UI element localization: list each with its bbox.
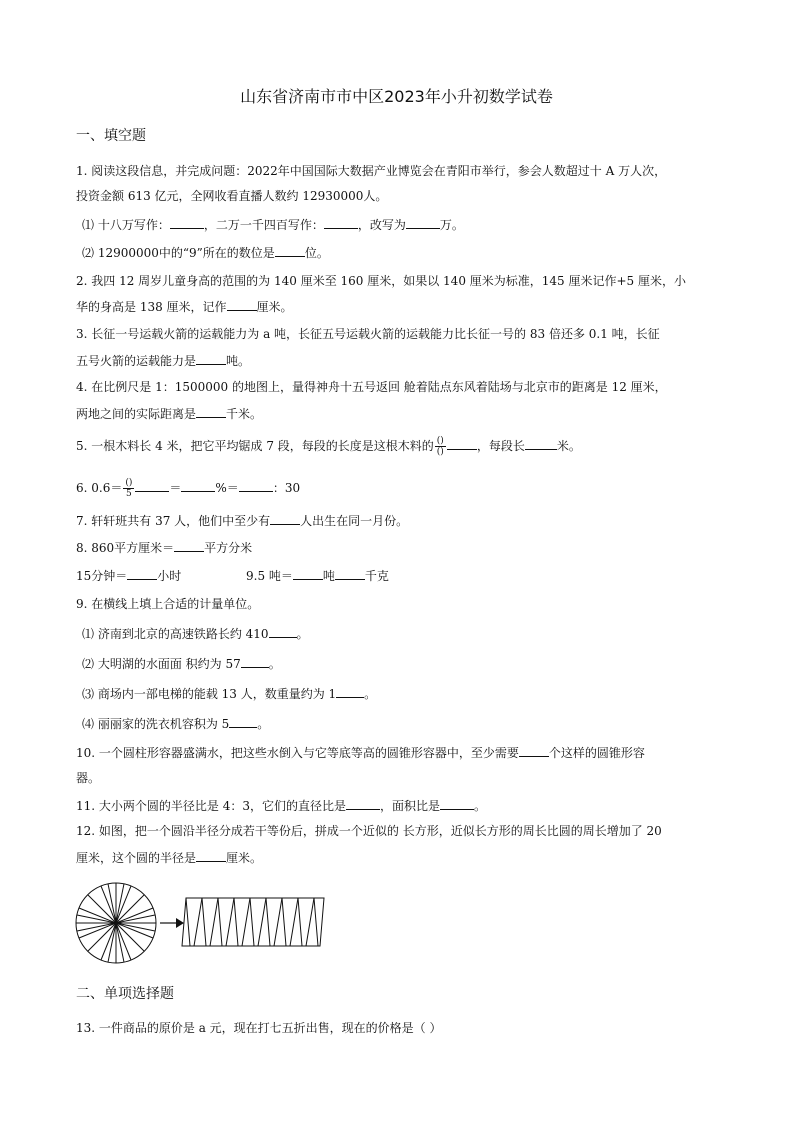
q8-line2b: 9.5 吨＝ 吨 千克 [246, 569, 389, 583]
q10-line2: 器。 [76, 771, 101, 785]
answer-blank[interactable] [135, 479, 169, 492]
section-heading-single-choice: 二、单项选择题 [76, 986, 174, 1002]
q3-line1: 3. 长征一号运载火箭的运载能力为 a 吨，长征五号运载火箭的运载能力比长征一号的 83 倍还多 0.1 吨，长征 [76, 327, 660, 341]
page-title: 山东省济南市市中区2023年小升初数学试卷 [240, 87, 553, 106]
answer-blank[interactable] [525, 437, 557, 450]
answer-blank[interactable] [181, 479, 215, 492]
answer-blank[interactable] [519, 744, 549, 757]
q13-line: 13. 一件商品的原价是 a 元，现在打七五折出售，现在的价格是（ ） [76, 1021, 442, 1035]
q5-line: 5. 一根木料长 4 米，把它平均锯成 7 段，每段的长度是这根木料的 $\frac{()}{()}$ ，每段长 米。 [76, 436, 581, 457]
q1-sub1: ⑴ 十八万写作： ，二万一千四百写作： ，改写为 万。 [82, 218, 464, 232]
circle-to-rectangle-figure [70, 878, 340, 968]
answer-blank[interactable] [293, 567, 323, 580]
approximate-rectangle [182, 898, 324, 946]
section-heading-fill-blank: 一、填空题 [76, 128, 146, 144]
answer-blank[interactable] [241, 655, 269, 668]
q2-line2: 华的身高是 138 厘米，记作 厘米。 [76, 300, 293, 314]
q1-line1: 1. 阅读这段信息，并完成问题：2022年中国国际大数据产业博览会在青阳市举行，参会人数超过十 A 万人次， [76, 164, 667, 178]
arrow-icon [160, 918, 184, 928]
q12-line1: 12. 如图，把一个圆沿半径分成若干等份后，拼成一个近似的 长方形，近似长方形的周长比圆的周长增加了 20 [76, 824, 662, 838]
fraction: $\frac{()}{()}$ [436, 436, 444, 457]
q11-line: 11. 大小两个圆的半径比是 4：3，它们的直径比是 ，面积比是 。 [76, 799, 487, 813]
answer-blank[interactable] [196, 849, 226, 862]
q2-line1: 2. 我四 12 周岁儿童身高的范围的为 140 厘米至 160 厘米，如果以 140 厘米为标准，145 厘米记作+5 厘米，小 [76, 274, 686, 288]
q6-line: 6. 0.6＝ $\frac{()}{5}$ ＝ %＝ ：30 [76, 478, 301, 499]
answer-blank[interactable] [336, 685, 364, 698]
answer-blank[interactable] [239, 479, 273, 492]
q8-line2a: 15分钟＝ 小时 [76, 569, 182, 583]
answer-blank[interactable] [270, 512, 300, 525]
q9-sub2: ⑵ 大明湖的水面面 积约为 57 。 [82, 657, 281, 671]
answer-blank[interactable] [406, 216, 440, 229]
answer-blank[interactable] [170, 216, 204, 229]
answer-blank[interactable] [275, 244, 305, 257]
answer-blank[interactable] [196, 405, 226, 418]
answer-blank[interactable] [174, 539, 204, 552]
answer-blank[interactable] [196, 352, 226, 365]
q9-sub4: ⑷ 丽丽家的洗衣机容积为 5 。 [82, 717, 270, 731]
q7-line: 7. 轩轩班共有 37 人，他们中至少有 人出生在同一月份。 [76, 514, 409, 528]
answer-blank[interactable] [227, 298, 257, 311]
answer-blank[interactable] [335, 567, 365, 580]
answer-blank[interactable] [324, 216, 358, 229]
answer-blank[interactable] [229, 715, 257, 728]
answer-blank[interactable] [269, 625, 297, 638]
answer-blank[interactable] [346, 797, 380, 810]
q9-sub1: ⑴ 济南到北京的高速铁路长约 410 。 [82, 627, 309, 641]
answer-blank[interactable] [447, 437, 477, 450]
q3-line2: 五号火箭的运载能力是 吨。 [76, 354, 251, 368]
q4-line1: 4. 在比例尺是 1：1500000 的地图上，量得神舟十五号返回 舱着陆点东风着陆场与北京市的距离是 12 厘米， [76, 380, 667, 394]
q1-line2: 投资金额 613 亿元，全网收看直播人数约 12930000人。 [76, 189, 388, 203]
answer-blank[interactable] [440, 797, 474, 810]
fraction: $\frac{()}{5}$ [125, 478, 133, 499]
answer-blank[interactable] [127, 567, 157, 580]
q4-line2: 两地之间的实际距离是 千米。 [76, 407, 263, 421]
q12-line2: 厘米，这个圆的半径是 厘米。 [76, 851, 263, 865]
q8-line1: 8. 860平方厘米＝ 平方分米 [76, 541, 253, 555]
sector-circle [76, 883, 156, 963]
q10-line1: 10. 一个圆柱形容器盛满水，把这些水倒入与它等底等高的圆锥形容器中，至少需要 个这样的圆锥形容 [76, 746, 645, 760]
q9-stem: 9. 在横线上填上合适的计量单位。 [76, 597, 260, 611]
q9-sub3: ⑶ 商场内一部电梯的能载 13 人，数重量约为 1 。 [82, 687, 377, 701]
q1-sub2: ⑵ 12900000中的“9”所在的数位是 位。 [82, 246, 329, 260]
